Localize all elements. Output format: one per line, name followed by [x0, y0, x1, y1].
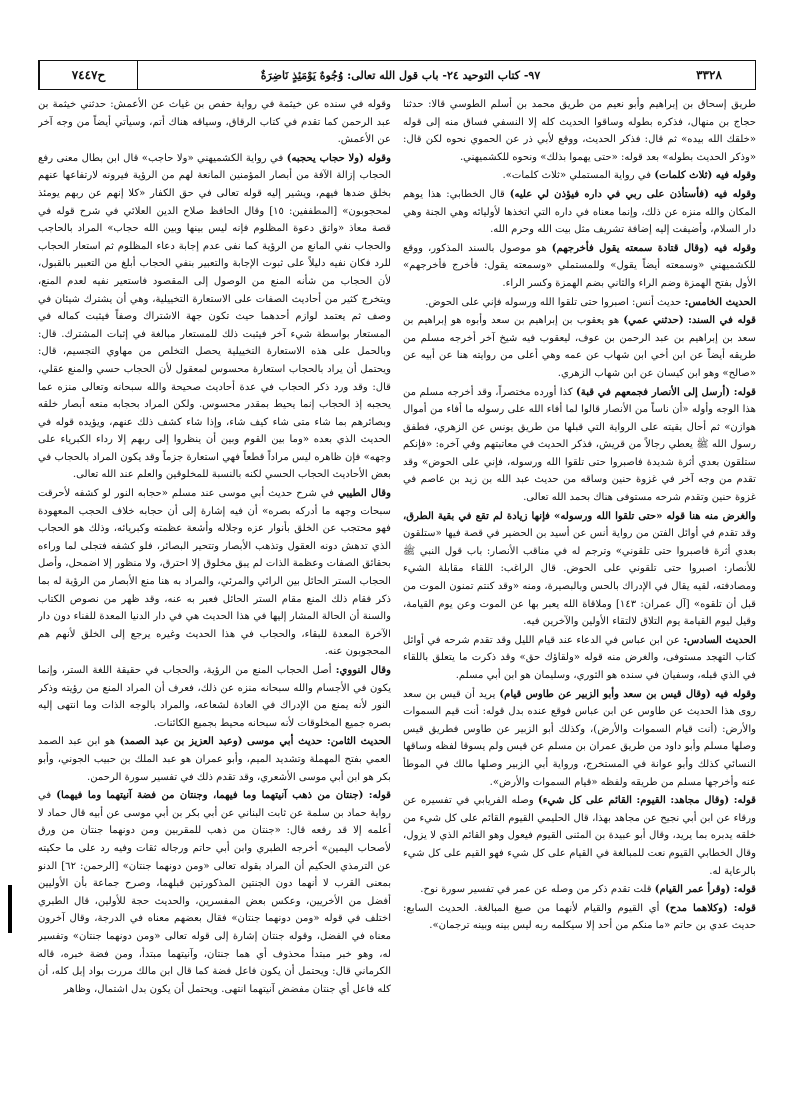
paragraph-heading: وقوله (ولا حجاب يحجبه)	[286, 152, 391, 164]
paragraph	[38, 96, 391, 149]
paragraph	[403, 294, 756, 312]
paragraph-text: قلت تقدم ذكر من وصله عن عمر في تفسير سورة نوح.	[420, 884, 655, 896]
paragraph	[403, 686, 756, 792]
paragraph-heading: الحديث الخامس:	[684, 296, 756, 308]
paragraph-text: قال الخطابي: هذا يوهم المكان والله منزه عن ذلك، وإنما معناه في داره التي اتخذها لأوليائه وهي الجنة وهي دار السلام، وأضيفت إليه إضافة تشريف مثل بيت الله وحرم الله.	[403, 188, 756, 236]
paragraph-heading: وقوله فيه (وقال قتادة سمعته يقول فأخرجهم)	[551, 242, 756, 254]
paragraph-text: طريق إسحاق بن إبراهيم وأبو نعيم من طريق محمد بن أسلم الطوسي قالا: حدثنا حجاج بن منهال، فذكره بطوله وساقوا الحديث كله إلا النسفي فساق منه إلى قوله «خلقك الله بيده» ثم قال: فذكر الحديث، ووقع لأبي ذر عن الحموي نحوه لكن قال: «وذكر الحديث بطوله» بعد قوله: «حتى يهموا بذلك» ونحوه للكشميهني.	[403, 99, 756, 163]
paragraph-text: عن ابن عباس في الدعاء عند قيام الليل وقد تقدم شرحه في أوائل كتاب التهجد مستوفى، والغرض منه قوله «ولقاؤك حق» وقد ذكرت ما يتعلق باللقاء في الذي قبله، وسفيان في سنده هو الثوري، وسليمان هو ابن أبي مسلم.	[403, 634, 756, 681]
paragraph-heading: والغرض منه هنا قوله «حتى تلقوا الله ورسوله» فإنها زيادة لم تقع في بقية الطرق،	[403, 510, 756, 522]
chapter-title: ٩٧- كتاب التوحيد ٢٤- باب قول الله تعالى: وُجُوهٌ يَوْمَئِذٍ نَاضِرَةٌ	[137, 61, 663, 89]
paragraph	[38, 150, 391, 484]
paragraph-heading: وقال الطيبي	[337, 488, 391, 500]
paragraph-text: وقد تقدم في أوائل الفتن من رواية أنس عن أسيد بن الحضير في قصة فيها «ستلقون بعدي أثرة فاصبروا حتى تلقوني» وترجم له في مناقب الأنصار: باب قول النبي ﷺ للأنصار: اصبروا حتى تلقوني على الحوض. قال الراغب: اللقاء مقابلة الشيء ومصادفته، لقيه يقال في الإدراك بالحس وبالبصيرة، ومنه «وقد كنتم تمنون الموت من قبل أن تلقوه» [آل عمران: ١٤٣] وملاقاة الله يعبر بها عن الموت وعن يوم القيامة، وقيل ليوم القيامة يوم التلاق لالتقاء الأولين والآخرين فيه.	[403, 528, 756, 628]
paragraph-heading: وقوله فيه (فأستأذن على ربي في داره فيؤذن لي عليه)	[509, 188, 756, 200]
paragraph-heading: قوله: (وقرأ عمر القيام)	[654, 884, 756, 896]
paragraph	[38, 485, 391, 661]
paragraph-text: أي القيوم والقيام لأنهما من صيغ المبالغة. الحديث السابع: حديث عدي بن حاتم «ما منكم من أحد إلا سيكلمه ربه ليس بينه وبينه ترجمان».	[403, 902, 756, 932]
paragraph-text: هو ابن عبد الصمد العمي بفتح المهملة وتشديد الميم، وأبو عمران هو عبد الملك بن حبيب الجوني، وأبو بكر هو ابن أبي موسى الأشعري، وقد تقدم ذلك في تفسير سورة الرحمن.	[38, 736, 391, 783]
paragraph-text: هو يعقوب بن إبراهيم بن سعد وأبوه هو إبراهيم بن سعد بن إبراهيم بن عبد الرحمن بن عوف، ليعقوب فيه شيخ آخر أخرجه مسلم من طريقه أيضاً عن ابن أخي ابن شهاب عن عمه وهي أعلى من روايته هنا عن أبيه عن «صالح» وهو ابن كيسان عن ابن شهاب الزهري.	[403, 315, 756, 379]
paragraph	[403, 900, 756, 935]
paragraph-text: في رواية حماد بن سلمة عن ثابت البناني عن أبي بكر بن أبي موسى عن أبيه قال حماد لا أعلمه إلا قد رفعه قال: «جنتان من ذهب للمقربين ومن دونهما جنتان من ورق لأصحاب اليمين» أخرجه الطبري وابن أبي حاتم ورجاله ثقات وفيه رد على ما حكيته عن الترمذي الحكيم أن المراد بقوله تعالى «ومن دونهما جنتان» [الرحمن: ٦٢] الدنو بمعنى القرب لا أنهما دون الجنتين المذكورتين قبلهما، وصرح جماعة بأن الأوليين أفضل من الأخريين، وعكس بعض المفسرين، والحديث حجة للأولين، قال الطبري اختلف في قوله «ومن دونهما جنتان» فقال بعضهم معناه في الدرجة، وقال آخرون معناه في الفضل، وقوله جنتان إشارة إلى قوله تعالى «ومن دونهما جنتان» وتفسير له، وهو خبر مبتدأ محذوف أي هما جنتان، وآنيتهما مبتدأ، ومن فضة خبره، قاله الكرماني قال: ويحتمل أن يكون فاعل فضة كما قال ابن مالك مررت بواد إبل كله، أن كله فاعل أي جنتان مفضض آنيتهما انتهى. ويحتمل أن يكون بدل اشتمال، وظاهر	[38, 790, 391, 995]
right-column	[403, 96, 756, 1096]
page-number: ٣٣٢٨	[696, 68, 722, 82]
paragraph-text: هو موصول بالسند المذكور، ووقع للكشميهني «وسمعته أيضاً يقول» وللمستملي «وسمعته يقول: فأخرج فأخرجهم» الأول بفتح الهمزة وضم الراء والثاني بضم الهمزة وكسر الراء.	[403, 242, 756, 289]
paragraph-text: وصله الفريابي في تفسيره عن ورقاء عن ابن أبي نجيح عن مجاهد بهذا، قال الحليمي القيوم القائم على كل شيء من خلقه يدبره بما يريد، وقال أبو عبيدة بن المثنى القيوم فيعول وهو القائم الذي لا يزول، وقال الخطابي القيوم نعت للمبالغة في القيام على كل شيء فهو القيم على كل شيء بالرعاية له.	[403, 795, 756, 877]
paragraph-heading: قوله: (وكلاهما مدح)	[665, 902, 756, 914]
paragraph-text: في رواية الكشميهني «ولا حاجب» قال ابن بطال معنى رفع الحجاب إزالة الآفة من أبصار المؤمنين المانعة لهم من الرؤية فيرونه لارتفاعها عنهم بخلق ضدها فيهم، ويشير إليه قوله تعالى في حق الكفار «كلا إنهم عن ربهم يومئذ لمحجوبون» [المطففين: ١٥] وقال الحافظ صلاح الدين العلائي في شرح قوله في قصة معاذ «واتق دعوة المظلوم فإنه ليس بينها وبين الله حجاب» المراد بالحاجب والحجاب نفي المانع من الرؤية كما نفى عدم إجابة دعاء المظلوم ثم استعار الحجاب للرد فكان نفيه دليلاً على ثبوت الإجابة والتعبير بنفي الحجاب أبلغ من التعبير بالقبول، لأن الحجاب من شأنه المنع من الوصول إلى المقصود فاستعير نفيه لعدم المنع، ويتخرج كثير من أحاديث الصفات على الاستعارة التخييلية، وهي أن يشترك شيئان في وصف ثم يعتمد لوازم أحدهما حيث تكون جهة الاشتراك وصفاً فيثبت كماله في المستعار بواسطة شيء آخر فيثبت ذلك للمستعار مبالغة في إثبات المشترك. قال: وبالحمل على هذه الاستعارة التخييلية يحصل التخلص من مهاوي التجسيم، قال: ويحتمل أن يراد بالحجاب استعارة محسوس لمعقول لأن الحجاب حسي والمنع عقلي، قال: وقد ورد ذكر الحجاب في عدة أحاديث صحيحة والله سبحانه وتعالى منزه عما يحجبه إذ الحجاب إنما يحيط بمقدر محسوس. ولكن المراد بحجابه منعه أبصار خلقه وبصائرهم بما شاء متى شاء كيف شاء، وإذا شاء كشف ذلك عنهم، ويؤيده قوله في الحديث الذي بعده «وما بين القوم وبين أن ينظروا إلى ربهم إلا رداء الكبرياء على وجهه» فإن ظاهره ليس مراداً قطعاً فهي استعارة جزماً وقد يكون المراد بالحجاب في بعض الأحاديث الحجاب الحسي لكنه بالنسبة للمخلوقين والعلم عند الله تعالى.	[38, 152, 391, 481]
paragraph-text: وقوله في سنده عن خيثمة في رواية حفص بن غياث عن الأعمش: حدثني خيثمة بن عبد الرحمن كما تقدم في كتاب الرقاق، وسياقه هناك أتم، وسيأتي أيضاً من وجه آخر عن الأعمش.	[38, 99, 391, 146]
paragraph	[403, 96, 756, 166]
paragraph-text: كذا أورده مختصراً، وقد أخرجه مسلم من هذا الوجه وأوله «أن ناساً من الأنصار قالوا لما أفاء الله على رسوله ما أفاء من أموال هوازن» ثم أحال بقيته على الرواية التي قبلها من طريق يونس عن الزهري، فطفق رسول الله ﷺ يعطي رجالاً من قريش، فذكر الحديث في معاتبتهم وفي آخره: «فإنكم ستلقون بعدي أثرة شديدة فاصبروا حتى تلقوا الله ورسوله، فإني على الحوض» وقد تقدم من وجه آخر في غزوة حنين وساقه من حديث عبد الله بن زيد بن عاصم في غزوة حنين وتقدم شرحه مستوفى هناك بحمد الله تعالى.	[403, 386, 756, 504]
hadith-reference: ح٧٤٤٧	[39, 61, 137, 89]
paragraph-text: أصل الحجاب المنع من الرؤية، والحجاب في حقيقة اللغة الستر، وإنما يكون في الأجسام والله سبحانه منزه عن ذلك، فعرف أن المراد المنع من رؤيته وذكر النور لأنه يمنع من الإدراك في العادة لشعاعه، والمراد بالوجه الذات وما انتهى إليه بصره جميع المخلوقات لأنه سبحانه محيط بجميع الكائنات.	[38, 665, 391, 729]
paragraph	[403, 632, 756, 685]
paragraph-heading: وقال النووي:	[335, 665, 391, 676]
paragraph	[403, 881, 756, 899]
paragraph	[403, 312, 756, 382]
paragraph-heading: الحديث الثامن: حديث أبي موسى (وعبد العزيز بن عبد الصمد)	[119, 736, 391, 748]
paragraph-heading: قوله في السند: (حدثني عمي)	[623, 315, 756, 327]
paragraph	[38, 662, 391, 732]
paragraph	[403, 508, 756, 631]
paragraph-heading: قوله: (جنتان من ذهب آنيتهما وما فيهما، وجنتان من فضة آنيتهما وما فيهما)	[56, 790, 391, 802]
paragraph-text: حديث أنس: اصبروا حتى تلقوا الله ورسوله فإني على الحوض.	[425, 296, 685, 308]
paragraph	[403, 384, 756, 507]
paragraph-text: يريد أن قيس بن سعد روى هذا الحديث عن طاوس عن ابن عباس فوقع عنده بدل قوله: أنت قيم السموات والأرض: (أنت قيام السموات والأرض)، وكذلك أبو الزبير عن طاوس فطريق قيس وصلها مسلم وأبو داود من طريق عمران بن مسلم عن قيس ولم يسوقا لفظه وساقها النسائي كذلك وأبو عوانة في المستخرج، ورواية أبي الزبير وصلها مالك في الموطأ عنه وأخرجها مسلم من طريقه ولفظه «قيام السموات والأرض».	[403, 688, 756, 788]
paragraph	[38, 733, 391, 786]
paragraph-text: في رواية المستملي «ثلاث كلمات».	[502, 170, 655, 182]
paragraph-heading: الحديث السادس:	[683, 634, 756, 646]
book-page	[38, 60, 756, 1096]
paragraph-heading: قوله: (وقال مجاهد: القيوم: القائم على كل شيء)	[538, 795, 756, 807]
paragraph-heading: وقوله فيه (ثلاث كلمات)	[654, 170, 756, 182]
paragraph	[403, 792, 756, 880]
margin-mark	[8, 885, 12, 933]
paragraph-text: في شرح حديث أبي موسى عند مسلم «حجابه النور لو كشفه لأحرقت سبحات وجهه ما أدركه بصره» أن فيه إشارة إلى أن حجابه خلاف الحجب المعهودة فهو محتجب عن الخلق بأنوار عزه وجلاله وأشعة عظمته وكبريائه، وذلك هو الحجاب الذي تدهش دونه العقول وتذهب الأبصار وتتحير البصائر، فلو كشفه فتجلى لما وراءه بحقائق الصفات وعظمة الذات لم يبق مخلوق إلا احترق، ولا منظور إلا اضمحل، وأصل الحجاب الستر الحائل بين الرائي والمرئي، والمراد به هنا منع الأبصار من الرؤية له بما ذكر فقام ذلك المنع مقام الستر الحائل فعبر به عنه، وقد ظهر من نصوص الكتاب والسنة أن الحالة المشار إليها في هذا الحديث هي في دار الدنيا المعدة للفناء دون دار الآخرة المعدة للبقاء، والحجاب في هذا الحديث وغيره يرجع إلى الخلق لأنهم هم المحجوبون عنه.	[38, 488, 391, 658]
paragraph	[403, 167, 756, 185]
page-header	[38, 60, 756, 90]
paragraph	[403, 186, 756, 239]
paragraph-heading: وقوله فيه (وقال قيس بن سعد وأبو الزبير عن طاوس قيام)	[499, 688, 756, 700]
paragraph-heading: قوله: (أرسل إلى الأنصار فجمعهم في قبة)	[576, 386, 756, 398]
paragraph	[38, 787, 391, 998]
text-columns	[38, 96, 756, 1096]
left-column	[38, 96, 391, 1096]
paragraph	[403, 240, 756, 293]
